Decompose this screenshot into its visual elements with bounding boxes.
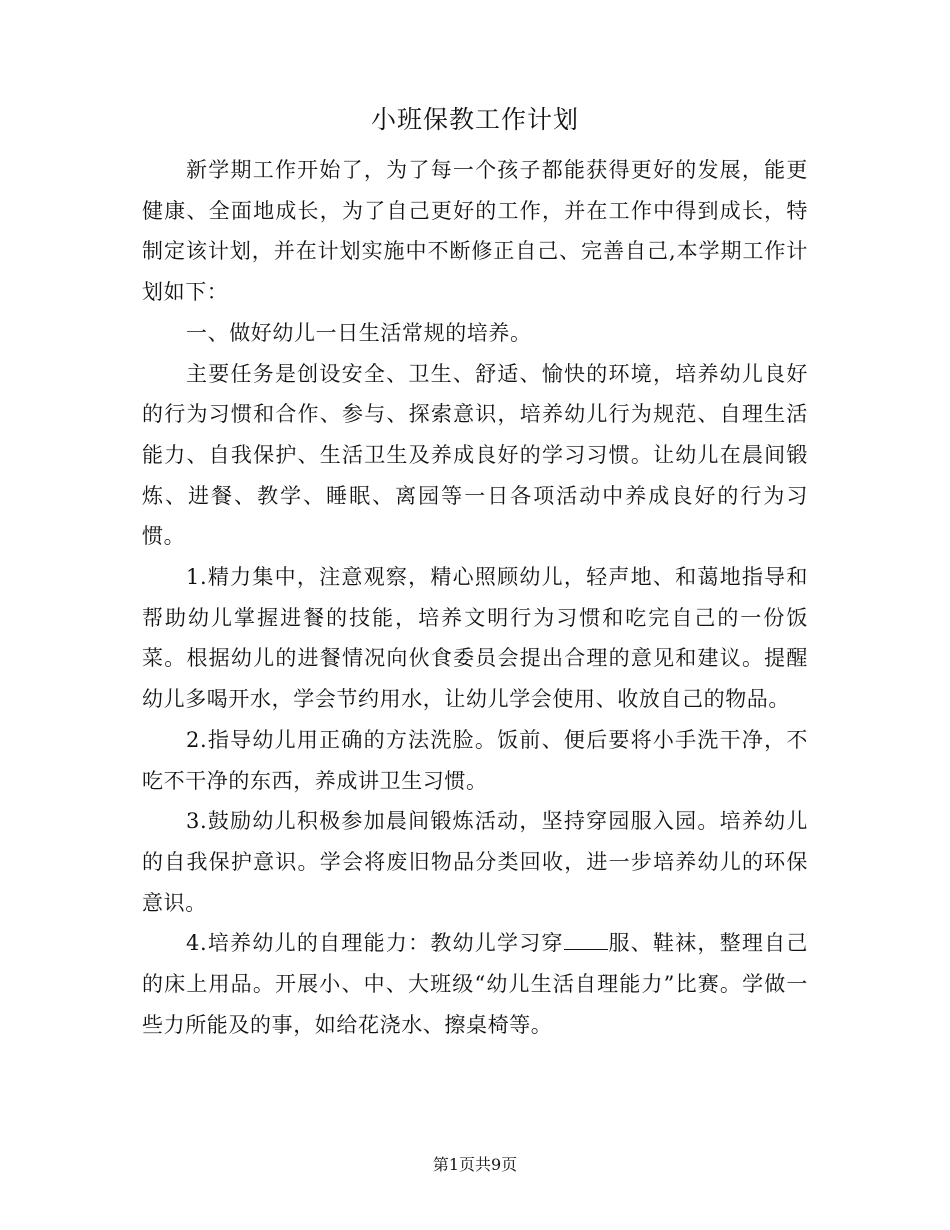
paragraph-item-3: 3.鼓励幼儿积极参加晨间锻炼活动，坚持穿园服入园。培养幼儿的自我保护意识。学会将废旧物品分类回收，进一步培养幼儿的环保意识。	[142, 809, 808, 915]
document-body	[142, 150, 808, 1045]
paragraph-item-4-part-1: 4.培养幼儿的自理能力：教幼儿学习穿	[186, 931, 564, 956]
paragraph-main-task: 主要任务是创设安全、卫生、舒适、愉快的环境，培养幼儿良好的行为习惯和合作、参与、探索意识，培养幼儿行为规范、自理生活能力、自我保护、生活卫生及养成良好的学习习惯。让幼儿在晨间锻炼、进餐、教学、睡眠、离园等一日各项活动中养成良好的行为习惯。	[142, 361, 808, 549]
paragraph-item-1: 1.精力集中，注意观察，精心照顾幼儿，轻声地、和蔼地指导和帮助幼儿掌握进餐的技能，培养文明行为习惯和吃完自己的一份饭菜。根据幼儿的进餐情况向伙食委员会提出合理的意见和建议。提醒幼儿多喝开水，学会节约用水，让幼儿学会使用、收放自己的物品。	[142, 565, 808, 712]
document-title: 小班保教工作计划	[370, 105, 579, 134]
paragraph-item-4	[142, 923, 808, 1045]
page-number-footer: 第1页共9页	[432, 1155, 518, 1174]
section-heading-1: 一、做好幼儿一日生活常规的培养。	[186, 320, 532, 345]
paragraph-item-2: 2.指导幼儿用正确的方法洗脸。饭前、便后要将小手洗干净，不吃不干净的东西，养成讲卫生习惯。	[142, 727, 808, 793]
paragraph-item-4-part-2: 服、鞋袜，整理自己的床上用品。开展小、中、大班级“幼儿生活自理能力”比赛。学做一些力所能及的事，如给花浇水、擦桌椅等。	[142, 931, 808, 1037]
fill-in-blank	[564, 931, 608, 950]
paragraph-intro: 新学期工作开始了，为了每一个孩子都能获得更好的发展，能更健康、全面地成长，为了自己更好的工作，并在工作中得到成长，特制定该计划，并在计划实施中不断修正自己、完善自己,本学期工作计划如下：	[142, 158, 808, 305]
